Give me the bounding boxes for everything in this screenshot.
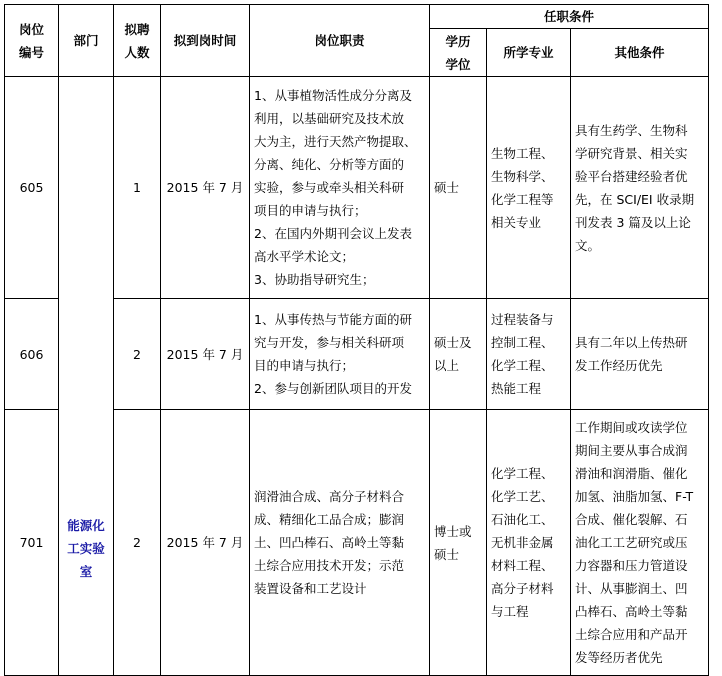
headcount-cell: 2 (114, 410, 161, 676)
arrival-date-cell: 2015 年 7 月 (161, 299, 250, 410)
headcount-cell: 2 (114, 299, 161, 410)
arrival-date-cell: 2015 年 7 月 (161, 410, 250, 676)
header-degree: 学历 学位 (430, 29, 487, 77)
post-code-cell: 606 (5, 299, 59, 410)
headcount-cell: 1 (114, 77, 161, 299)
other-conditions-cell: 具有二年以上传热研 发工作经历优先 (571, 299, 709, 410)
header-other: 其他条件 (571, 29, 709, 77)
dept-cell: 能源化 工实验 室 (59, 77, 114, 676)
major-cell: 生物工程、 生物科学、 化学工程等 相关专业 (487, 77, 571, 299)
header-post-code: 岗位 编号 (5, 5, 59, 77)
header-duties: 岗位职责 (250, 5, 430, 77)
degree-cell: 博士或 硕士 (430, 410, 487, 676)
table-row (5, 77, 709, 299)
major-cell: 化学工程、 化学工艺、 石油化工、 无机非金属 材料工程、 高分子材料 与工程 (487, 410, 571, 676)
duties-cell: 润滑油合成、高分子材料合 成、精细化工品合成；膨润 土、凹凸棒石、高岭土等黏 土综合应用技术开发；示范 装置设备和工艺设计 (250, 410, 430, 676)
duties-cell: 1、从事植物活性成分分离及 利用，以基础研究及技术放 大为主，进行天然产物提取、 分离、纯化、分析等方面的 实验，参与或牵头相关科研 项目的申请与执行； 2、在国内外期刊会议上发表 高水平学术论文； 3、协助指导研究生； (250, 77, 430, 299)
post-code-cell: 701 (5, 410, 59, 676)
header-major: 所学专业 (487, 29, 571, 77)
header-dept: 部门 (59, 5, 114, 77)
duties-cell: 1、从事传热与节能方面的研 究与开发，参与相关科研项 目的申请与执行； 2、参与创新团队项目的开发 (250, 299, 430, 410)
header-row-1 (5, 5, 709, 29)
degree-cell: 硕士及 以上 (430, 299, 487, 410)
header-requirements: 任职条件 (430, 5, 709, 29)
recruitment-table (4, 4, 709, 676)
degree-cell: 硕士 (430, 77, 487, 299)
header-arrival-time: 拟到岗时间 (161, 5, 250, 77)
arrival-date-cell: 2015 年 7 月 (161, 77, 250, 299)
header-headcount: 拟聘 人数 (114, 5, 161, 77)
post-code-cell: 605 (5, 77, 59, 299)
major-cell: 过程装备与 控制工程、 化学工程、 热能工程 (487, 299, 571, 410)
other-conditions-cell: 工作期间或攻读学位 期间主要从事合成润 滑油和润滑脂、催化 加氢、油脂加氢、F-T 合成、催化裂解、石 油化工工艺研究或压 力容器和压力管道设 计、从事膨润土、凹 凸棒石、高岭土等黏 土综合应用和产品开 发等经历者优先 (571, 410, 709, 676)
other-conditions-cell: 具有生药学、生物科 学研究背景、相关实 验平台搭建经验者优 先，在 SCI/EI 收录期 刊发表 3 篇及以上论 文。 (571, 77, 709, 299)
